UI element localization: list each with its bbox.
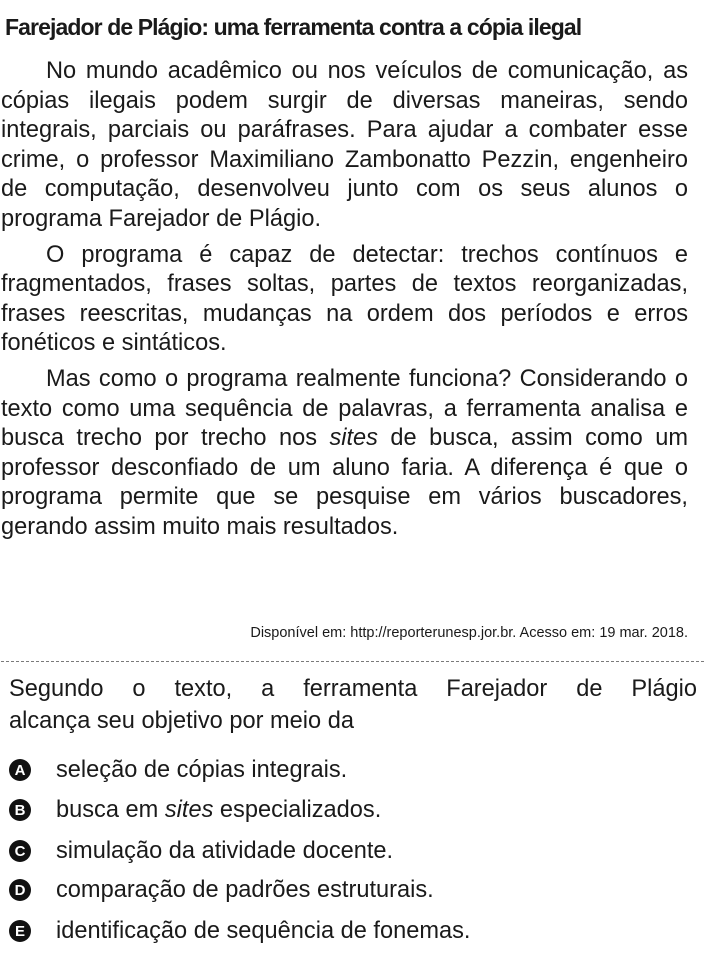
option-d[interactable] — [9, 874, 434, 906]
question-stem-line-1: Segundo o texto, a ferramenta Farejador de Plágio — [9, 676, 697, 702]
option-c[interactable] — [9, 835, 393, 867]
option-c-text — [56, 838, 393, 865]
option-b-text-end: especializados. — [213, 796, 382, 823]
option-b-text-start: busca em — [56, 796, 165, 823]
passage-title: Farejador de Plágio: uma ferramenta contra a cópia ilegal — [5, 14, 582, 40]
option-a[interactable] — [9, 754, 347, 786]
question-stem-line-2: alcança seu objetivo por meio da — [9, 708, 354, 734]
option-e-text-start: identificação de sequência de fonemas. — [56, 917, 471, 944]
option-b-italic: sites — [164, 796, 214, 823]
option-d-text — [56, 877, 434, 904]
paragraph-3-italic-word: sites — [329, 425, 378, 452]
option-b[interactable] — [9, 794, 381, 826]
option-a-text-start: seleção de cópias integrais. — [56, 756, 348, 783]
option-d-text-start: comparação de padrões estruturais. — [56, 876, 434, 903]
option-e[interactable] — [9, 915, 470, 947]
option-e-text — [56, 918, 470, 945]
paragraph-2: O programa é capaz de detectar: trechos contínuos e fragmentados, frases soltas, partes de textos reorganizadas, frases reescritas, mudanças na ordem dos períodos e erros fonéticos e sintáticos. — [1, 241, 688, 357]
option-d-letter-badge: D — [9, 879, 31, 901]
option-a-text — [56, 757, 347, 784]
paragraph-3-text-end: de busca, assim como um professor desconfiado de um aluno faria. A diferença é que o programa permite que se pesquise em vários buscadores, gerando assim muito mais resultados. — [1, 425, 688, 540]
option-c-text-start: simulação da atividade docente. — [56, 837, 394, 864]
option-b-text — [56, 797, 381, 824]
paragraph-3 — [1, 365, 688, 543]
paragraph-3-text-start: Mas como o programa realmente funciona? Considerando o texto como uma sequência de palavras, a ferramenta analisa e busca trecho por trecho nos — [1, 365, 688, 452]
option-c-letter-badge: C — [9, 840, 31, 862]
option-b-letter-badge: B — [9, 799, 31, 821]
passage-body — [1, 57, 688, 549]
paragraph-1: No mundo acadêmico ou nos veículos de comunicação, as cópias ilegais podem surgir de diversas maneiras, sendo integrais, parciais ou paráfrases. Para ajudar a combater esse crime, o professor Maximiliano Zambonatto Pezzin, engenheiro de computação, desenvolveu junto com os seus alunos o programa Farejador de Plágio. — [1, 58, 688, 232]
source-citation: Disponível em: http://reporterunesp.jor.br. Acesso em: 19 mar. 2018. — [250, 625, 688, 641]
question-stem — [9, 673, 697, 737]
option-a-letter-badge: A — [9, 759, 31, 781]
option-e-letter-badge: E — [9, 920, 31, 942]
dashed-divider — [1, 661, 704, 662]
